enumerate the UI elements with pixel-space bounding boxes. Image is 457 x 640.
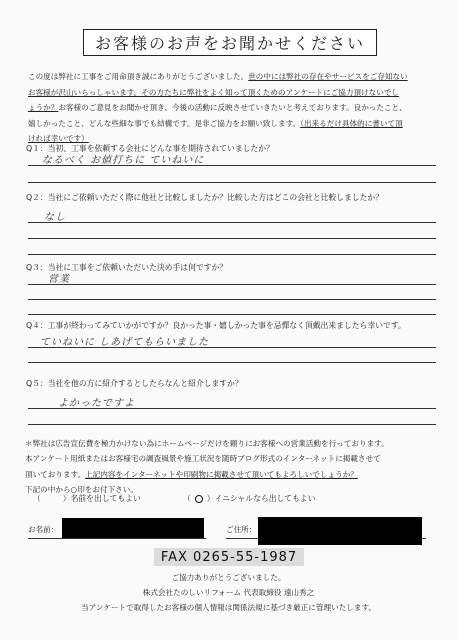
intro-p2-underline: お客様が沢山いらっしゃいます。その方たちに弊社をよく知って頂くためのアンケートにご協力頂けないでし [28, 87, 400, 97]
option-name-ok-label: ）名前を出してもよい [62, 494, 141, 503]
name-label: お名前： [28, 525, 59, 534]
notice-line-3: 上記内容をインターネットや印刷物に掲載させて頂いてもよろしいでしょうか？ [85, 469, 358, 479]
name-redacted [62, 518, 204, 538]
option-initial-ok-label: ）イニシャルなら出してもよい [206, 494, 316, 503]
answer-2[interactable]: なし [44, 212, 66, 223]
intro-p1: この度は弊社に工事をご用命頂き誠にありがとうございました。 [28, 72, 249, 81]
answer-line [28, 362, 436, 363]
privacy-notice: 当アンケートで取得したお客様の個人情報は関係法規に基づき厳正に管理いたします。 [80, 603, 377, 612]
intro-p3: お客様のご意見をお聞かせ頂き、今後の活動に反映させていきたいと考えております。良かったこと、 [58, 103, 407, 112]
name-line [28, 538, 206, 539]
intro-p3-underline: ょうか？ [28, 103, 59, 112]
address-redacted [258, 517, 422, 545]
answer-line [28, 424, 436, 425]
answer-line [28, 408, 436, 409]
answer-3[interactable]: 営業 [48, 274, 70, 285]
page-title: お客様のお声をお聞かせください [83, 29, 377, 56]
intro-p5-underline: ければ幸いです） [28, 134, 89, 143]
company-name: 株式会社たのしいリフォーム 代表取締役 遠山秀之 [142, 588, 315, 597]
notice-line-3a: 頂いております。 [25, 469, 86, 479]
question-4: Q４：工事が終わってみていかがですか？良かった事・嬉しかった事を忌憚なく頂戴出来ましたら幸いです。 [26, 321, 406, 330]
answer-line [28, 284, 436, 285]
answer-line [28, 182, 436, 183]
thanks-text: ご協力ありがとうございました。 [171, 573, 286, 582]
notice-line-2: 本アンケート用紙またはお客様宅の調査風景や施工状況を随時ブログ形式のインターネットに掲載させて [25, 454, 381, 464]
address-label: ご住所： [226, 525, 257, 534]
question-1: Q１：当初、工事を依頼する会社にどんな事を期待されていましたか？ [26, 144, 274, 153]
intro-text [28, 69, 442, 147]
intro-p4-underline: （出来るだけ具体的に書いて頂 [300, 118, 403, 128]
notice-line-4: 下記の中から○印をお付下さい。 [25, 484, 138, 494]
fax-number: FAX 0265-55-1987 [154, 548, 304, 566]
question-3: Q３：当社に工事をご依頼いただいた決め手は何ですか？ [26, 263, 228, 272]
option-initial-ok[interactable]: （ ）イニシャルなら出してもよい [183, 494, 316, 503]
publication-notice [25, 436, 445, 497]
answer-line [28, 347, 436, 348]
answer-5[interactable]: よかったですよ [58, 398, 135, 409]
answer-line [28, 222, 436, 223]
answer-line [28, 314, 436, 315]
answer-1[interactable]: なるべく お値打ちに ていねいに [42, 155, 205, 166]
answer-line [28, 238, 436, 239]
selected-circle-icon [195, 495, 203, 503]
answer-line [28, 254, 436, 255]
answer-line [28, 299, 436, 300]
answer-line [28, 165, 436, 166]
notice-line-1: ＊弊社は広告宣伝費を極力かけない為にホームページだけを頼りにお客様への営業活動を行っております。 [25, 439, 389, 448]
intro-p1-underline: 世の中には弊社の存在やサービスをご存知ない [248, 72, 408, 81]
answer-4[interactable]: ていねいに しあげてもらいました [40, 337, 210, 348]
question-2: Q２：当社にご依頼いただく際に他社と比較しましたか？比較した方はどこの会社と比較しましたか？ [26, 193, 383, 202]
option-name-ok[interactable]: （ ）名前を出してもよい [33, 494, 141, 503]
intro-p4: 嬉しかったこと、どんな些細な事でも結構です。是非ご協力をお願い致します。 [28, 118, 301, 128]
question-5: Q５：当社を他の方に紹介するとしたらなんと紹介しますか？ [26, 379, 243, 388]
